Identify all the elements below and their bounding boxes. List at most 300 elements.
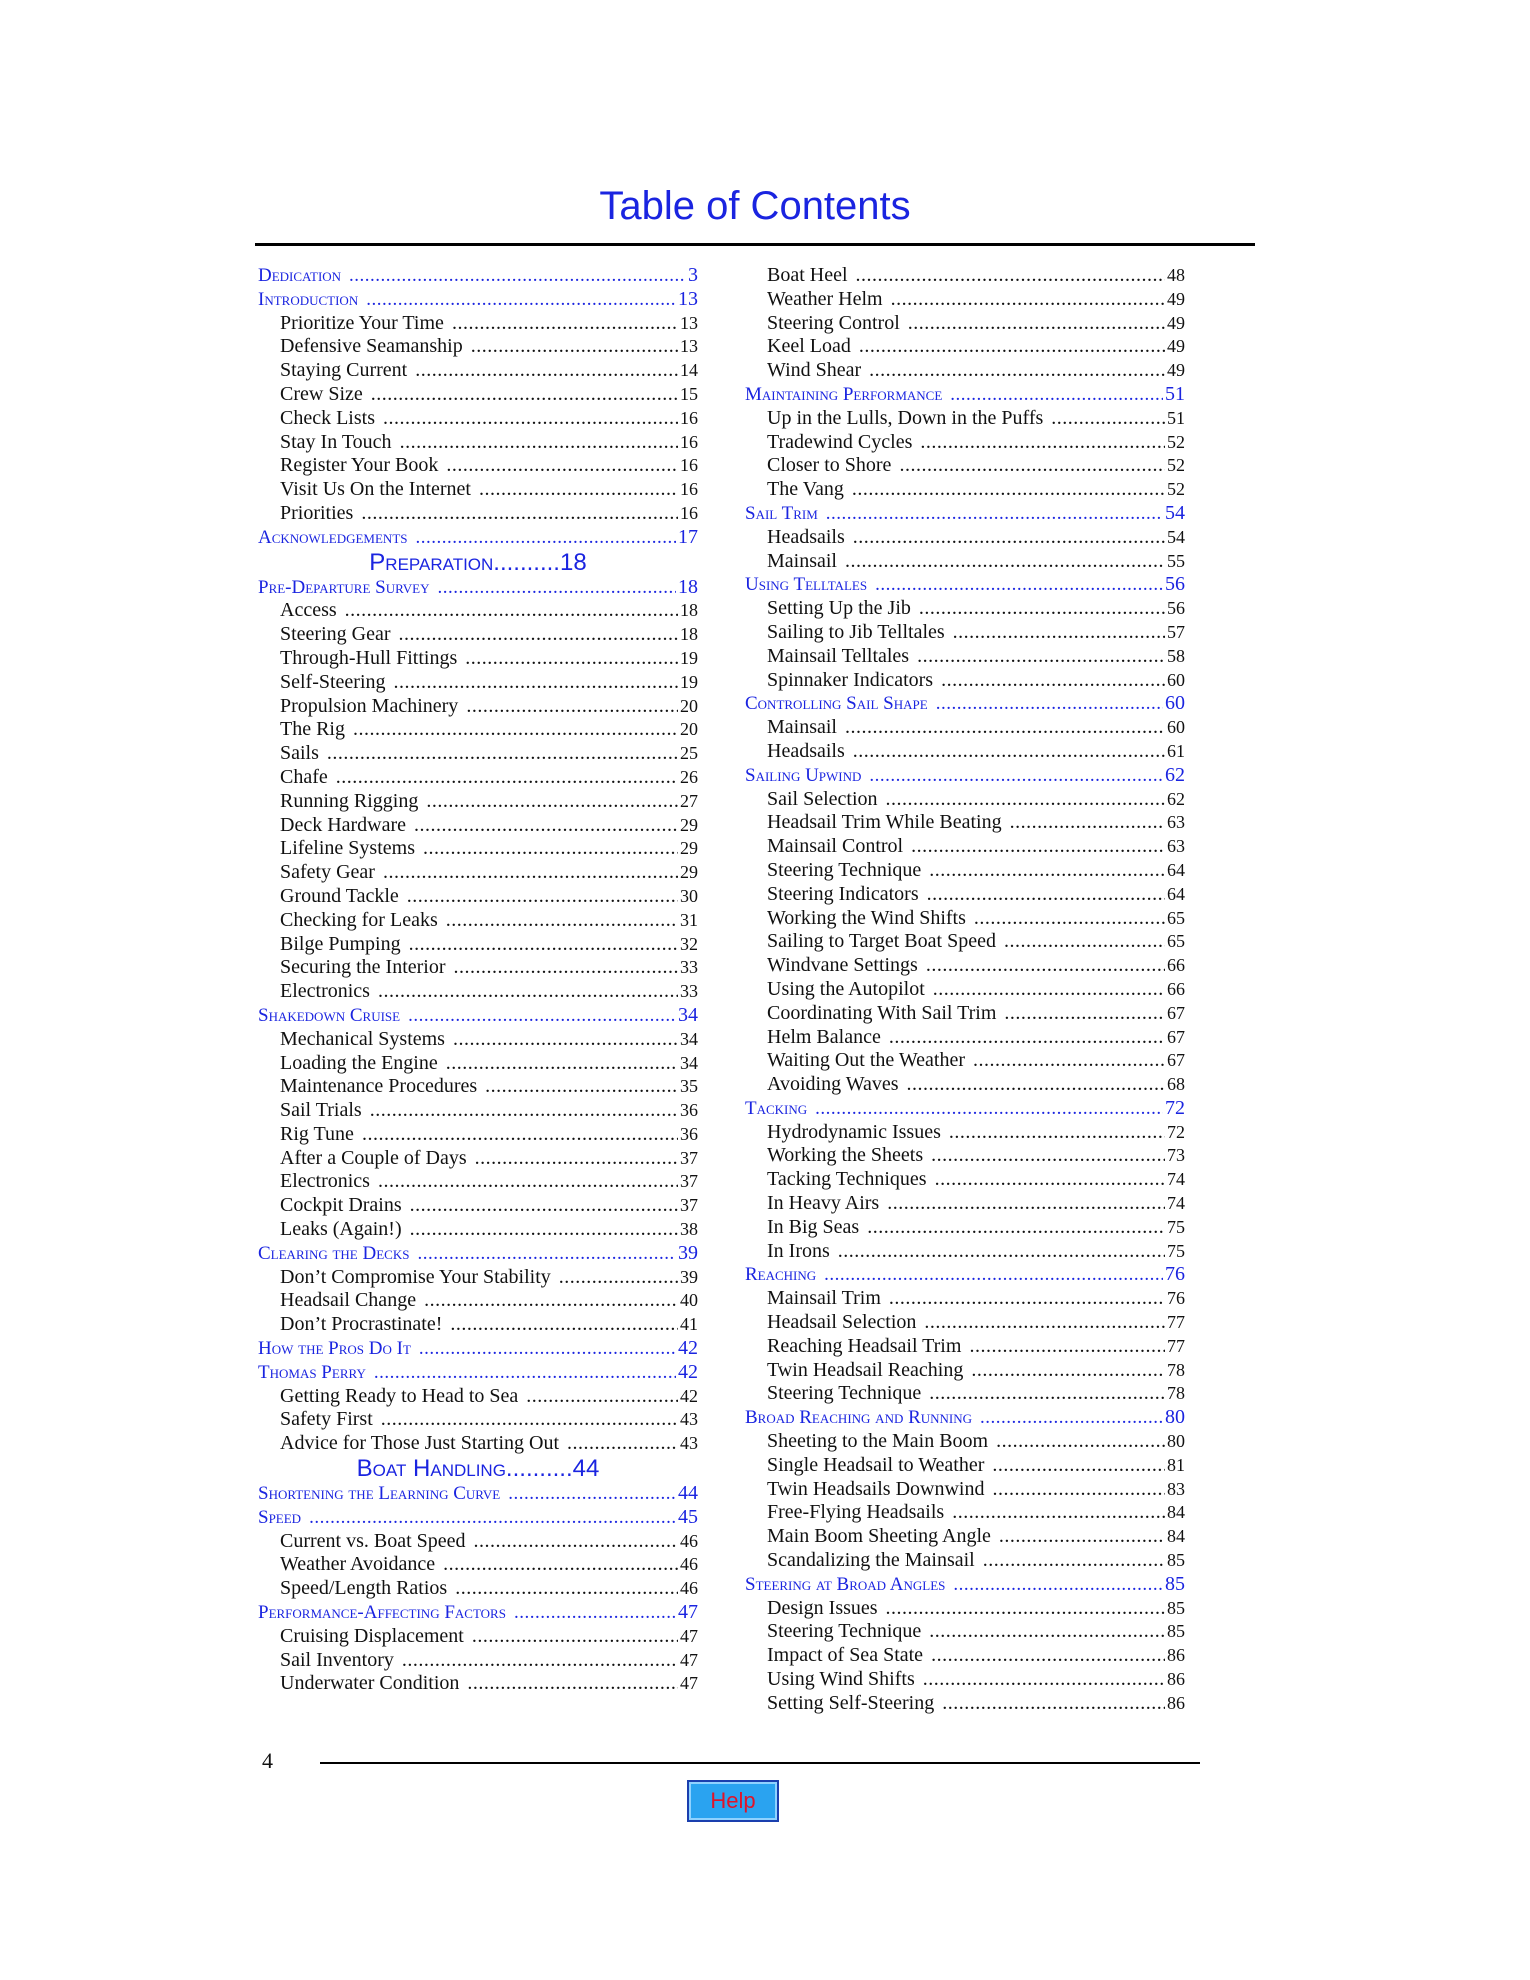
toc-page-number: 18 [680, 600, 698, 621]
toc-section-label: Acknowledgements [258, 526, 408, 548]
toc-entry-label: Working the Wind Shifts [767, 906, 966, 929]
toc-entry[interactable] [745, 335, 1185, 359]
toc-section[interactable] [745, 383, 1185, 407]
toc-section[interactable] [745, 502, 1185, 526]
toc-page-number: 27 [680, 790, 698, 811]
toc-entry[interactable] [745, 1668, 1185, 1692]
toc-entry[interactable] [258, 1028, 698, 1052]
toc-section[interactable] [258, 1482, 698, 1506]
toc-page-number: 38 [680, 1219, 698, 1240]
toc-entry-label: Staying Current [280, 359, 408, 382]
toc-section-label: Pre-Departure Survey [258, 576, 430, 598]
toc-page-number: 67 [1167, 1026, 1185, 1047]
toc-entry[interactable] [258, 1408, 698, 1432]
toc-page-number: 42 [680, 1385, 698, 1406]
toc-entry[interactable] [745, 811, 1185, 835]
toc-entry-label: Steering Control [767, 311, 900, 334]
toc-entry[interactable] [745, 1311, 1185, 1335]
toc-page-number: 86 [1167, 1669, 1185, 1690]
toc-entry[interactable] [745, 431, 1185, 455]
toc-entry[interactable] [745, 526, 1185, 550]
toc-page-number: 43 [680, 1409, 698, 1430]
toc-page-number: 45 [678, 1505, 698, 1528]
toc-entry[interactable] [258, 695, 698, 719]
toc-entry[interactable] [258, 956, 698, 980]
toc-section-label: How the Pros Do It [258, 1338, 411, 1360]
toc-page-number: 66 [1167, 955, 1185, 976]
dot-leader [891, 288, 1165, 312]
toc-entry[interactable] [258, 1266, 698, 1290]
toc-section[interactable] [258, 526, 698, 550]
toc-entry[interactable] [745, 621, 1185, 645]
toc-page-number: 35 [680, 1076, 698, 1097]
toc-entry[interactable] [258, 766, 698, 790]
toc-page-number: 65 [1167, 931, 1185, 952]
toc-page-number: 77 [1167, 1335, 1185, 1356]
toc-page-number: 14 [680, 360, 698, 381]
dot-leader [889, 1287, 1165, 1311]
dot-leader [1004, 930, 1165, 954]
dot-leader [936, 692, 1163, 716]
toc-entry[interactable] [745, 645, 1185, 669]
toc-part-label: Boat Handling..........44 [356, 1456, 600, 1483]
toc-entry[interactable] [258, 814, 698, 838]
toc-entry-label: Electronics [280, 980, 370, 1003]
toc-section-label: Steering at Broad Angles [745, 1573, 946, 1595]
toc-page-number: 37 [680, 1195, 698, 1216]
toc-entry-label: Twin Headsails Downwind [767, 1477, 985, 1500]
toc-entry[interactable] [745, 1644, 1185, 1668]
dot-leader [929, 1382, 1165, 1406]
toc-entry-label: Priorities [280, 501, 354, 524]
dot-leader [853, 740, 1165, 764]
toc-entry-label: Headsails [767, 739, 845, 762]
toc-page-number: 30 [680, 885, 698, 906]
dot-leader [450, 1313, 678, 1337]
toc-entry[interactable] [258, 312, 698, 336]
dot-leader [845, 550, 1165, 574]
dot-leader [446, 454, 678, 478]
toc-entry-label: Headsail Trim While Beating [767, 811, 1002, 834]
toc-entry-label: Weather Helm [767, 287, 883, 310]
toc-entry[interactable] [258, 407, 698, 431]
toc-entry[interactable] [258, 1170, 698, 1194]
toc-entry[interactable] [745, 1168, 1185, 1192]
toc-section[interactable] [258, 1601, 698, 1625]
dot-leader [415, 359, 678, 383]
toc-entry-label: Steering Technique [767, 858, 922, 881]
dot-leader [378, 1170, 678, 1194]
toc-entry[interactable] [745, 288, 1185, 312]
toc-page-number: 18 [680, 624, 698, 645]
toc-entry[interactable] [258, 1385, 698, 1409]
dot-leader [567, 1432, 678, 1456]
toc-entry-label: Headsail Selection [767, 1311, 917, 1334]
toc-part[interactable] [258, 1456, 698, 1482]
toc-entry[interactable] [745, 930, 1185, 954]
dot-leader [467, 1672, 678, 1696]
toc-page-number: 29 [680, 814, 698, 835]
toc-section[interactable] [258, 1337, 698, 1361]
toc-entry[interactable] [745, 740, 1185, 764]
toc-entry[interactable] [745, 597, 1185, 621]
toc-entry-label: Mainsail Trim [767, 1287, 881, 1310]
toc-entry[interactable] [258, 335, 698, 359]
dot-leader [362, 1123, 678, 1147]
dot-leader [381, 1408, 678, 1432]
toc-entry[interactable] [745, 1454, 1185, 1478]
toc-page-number: 29 [680, 862, 698, 883]
toc-entry[interactable] [745, 669, 1185, 693]
toc-entry[interactable] [745, 1359, 1185, 1383]
toc-section-label: Performance-Affecting Factors [258, 1602, 506, 1624]
toc-page-number: 13 [678, 287, 698, 310]
toc-entry[interactable] [258, 623, 698, 647]
toc-page-number: 76 [1165, 1263, 1185, 1286]
toc-section[interactable] [745, 764, 1185, 788]
toc-entry[interactable] [258, 1553, 698, 1577]
toc-entry[interactable] [258, 383, 698, 407]
dot-leader [514, 1601, 676, 1625]
toc-entry[interactable] [745, 954, 1185, 978]
toc-entry[interactable] [745, 1287, 1185, 1311]
toc-section[interactable] [258, 576, 698, 600]
dot-leader [443, 1553, 678, 1577]
toc-entry[interactable] [258, 1289, 698, 1313]
dot-leader [419, 1337, 676, 1361]
toc-entry[interactable] [258, 1672, 698, 1696]
toc-entry[interactable] [745, 478, 1185, 502]
toc-entry[interactable] [745, 1002, 1185, 1026]
toc-entry[interactable] [258, 478, 698, 502]
toc-page-number: 29 [680, 838, 698, 859]
toc-entry[interactable] [745, 1501, 1185, 1525]
dot-leader [992, 1454, 1165, 1478]
toc-entry-label: Sails [280, 742, 319, 765]
dot-leader [446, 909, 678, 933]
dot-leader [929, 1620, 1165, 1644]
dot-leader [559, 1266, 678, 1290]
toc-page-number: 54 [1167, 526, 1185, 547]
toc-entry[interactable] [258, 909, 698, 933]
toc-entry[interactable] [745, 1240, 1185, 1264]
toc-section[interactable] [258, 1506, 698, 1530]
toc-entry[interactable] [258, 1577, 698, 1601]
dot-leader [399, 623, 678, 647]
toc-page-number: 64 [1167, 883, 1185, 904]
toc-entry[interactable] [258, 1432, 698, 1456]
toc-page-number: 34 [680, 1028, 698, 1049]
toc-page-number: 54 [1165, 501, 1185, 524]
dot-leader [508, 1482, 676, 1506]
dot-leader [423, 837, 678, 861]
toc-entry[interactable] [258, 671, 698, 695]
toc-page-number: 40 [680, 1290, 698, 1311]
toc-entry[interactable] [745, 1121, 1185, 1145]
toc-page-number: 85 [1167, 1597, 1185, 1618]
dot-leader [475, 1147, 678, 1171]
toc-entry[interactable] [258, 718, 698, 742]
toc-page-number: 47 [678, 1601, 698, 1624]
dot-leader [416, 526, 677, 550]
toc-entry[interactable] [745, 907, 1185, 931]
toc-page-number: 47 [680, 1673, 698, 1694]
toc-section[interactable] [258, 1004, 698, 1028]
dot-leader [378, 980, 678, 1004]
toc-page-number: 63 [1167, 812, 1185, 833]
toc-entry-label: Closer to Shore [767, 454, 892, 477]
toc-entry[interactable] [258, 1075, 698, 1099]
dot-leader [465, 647, 678, 671]
toc-entry-label: Chafe [280, 765, 328, 788]
toc-page-number: 20 [680, 719, 698, 740]
toc-entry[interactable] [258, 1313, 698, 1337]
toc-entry[interactable] [745, 835, 1185, 859]
toc-entry[interactable] [258, 502, 698, 526]
toc-page-number: 74 [1167, 1193, 1185, 1214]
toc-page-number: 49 [1167, 312, 1185, 333]
toc-page-number: 75 [1167, 1216, 1185, 1237]
toc-entry[interactable] [745, 859, 1185, 883]
dot-leader [924, 1311, 1165, 1335]
toc-page-number: 42 [678, 1360, 698, 1383]
toc-entry[interactable] [258, 1625, 698, 1649]
toc-entry[interactable] [745, 1620, 1185, 1644]
dot-leader [402, 1649, 678, 1673]
toc-entry-label: Prioritize Your Time [280, 311, 444, 334]
toc-entry-label: Tacking Techniques [767, 1168, 927, 1191]
toc-entry-label: Sail Trials [280, 1099, 362, 1122]
toc-entry[interactable] [745, 454, 1185, 478]
toc-page-number: 85 [1167, 1550, 1185, 1571]
toc-section-label: Introduction [258, 288, 359, 310]
dot-leader [983, 1549, 1165, 1573]
toc-entry-label: Leaks (Again!) [280, 1218, 402, 1241]
toc-section[interactable] [258, 1361, 698, 1385]
toc-entry[interactable] [258, 1099, 698, 1123]
toc-page-number: 67 [1167, 1002, 1185, 1023]
dot-leader [931, 1144, 1165, 1168]
toc-page-number: 16 [680, 502, 698, 523]
toc-page-number: 20 [680, 695, 698, 716]
toc-page-number: 60 [1167, 717, 1185, 738]
dot-leader [474, 1530, 678, 1554]
toc-page-number: 3 [688, 264, 698, 286]
toc-entry[interactable] [258, 359, 698, 383]
toc-entry-label: Using the Autopilot [767, 977, 925, 1000]
toc-entry-label: Maintenance Procedures [280, 1075, 478, 1098]
toc-page-number: 47 [680, 1649, 698, 1670]
toc-entry-label: Helm Balance [767, 1025, 881, 1048]
toc-section-label: Shortening the Learning Curve [258, 1483, 501, 1505]
toc-entry[interactable] [745, 1525, 1185, 1549]
toc-section[interactable] [745, 1097, 1185, 1121]
dot-leader [867, 1216, 1165, 1240]
toc-entry[interactable] [745, 264, 1185, 288]
toc-entry-label: Coordinating With Sail Trim [767, 1001, 997, 1024]
toc-section[interactable] [258, 1242, 698, 1266]
toc-entry-label: Safety Gear [280, 861, 375, 884]
dot-leader [917, 645, 1165, 669]
toc-entry-label: Hydrodynamic Issues [767, 1120, 941, 1143]
help-button[interactable]: Help [687, 1780, 779, 1822]
toc-entry-label: Advice for Those Just Starting Out [280, 1432, 560, 1455]
dot-leader [309, 1506, 676, 1530]
dot-leader [383, 407, 678, 431]
toc-entry[interactable] [745, 1335, 1185, 1359]
toc-entry[interactable] [745, 1144, 1185, 1168]
toc-entry[interactable] [258, 861, 698, 885]
dot-leader [371, 383, 678, 407]
toc-entry-label: Steering Technique [767, 1382, 922, 1405]
dot-leader [409, 933, 678, 957]
toc-entry[interactable] [258, 1649, 698, 1673]
toc-entry-label: Ground Tackle [280, 884, 399, 907]
toc-page-number: 51 [1167, 407, 1185, 428]
toc-entry-label: Propulsion Machinery [280, 694, 459, 717]
dot-leader [1004, 1002, 1165, 1026]
dot-leader [941, 669, 1165, 693]
dot-leader [407, 885, 678, 909]
toc-entry[interactable] [745, 1597, 1185, 1621]
dot-leader [437, 576, 676, 600]
dot-leader [336, 766, 678, 790]
toc-entry[interactable] [745, 1192, 1185, 1216]
toc-entry[interactable] [258, 980, 698, 1004]
toc-page-number: 19 [680, 647, 698, 668]
toc-entry[interactable] [258, 1052, 698, 1076]
dot-leader [933, 978, 1165, 1002]
dot-leader [454, 956, 679, 980]
toc-entry[interactable] [745, 1549, 1185, 1573]
dot-leader [980, 1406, 1163, 1430]
toc-section[interactable] [258, 264, 698, 288]
toc-page-number: 32 [680, 933, 698, 954]
toc-entry[interactable] [258, 1147, 698, 1171]
toc-part[interactable] [258, 550, 698, 576]
toc-entry[interactable] [745, 1049, 1185, 1073]
toc-entry-label: The Vang [767, 478, 844, 501]
toc-entry[interactable] [258, 837, 698, 861]
toc-entry[interactable] [745, 1216, 1185, 1240]
toc-page-number: 55 [1167, 550, 1185, 571]
toc-entry-label: Register Your Book [280, 454, 439, 477]
toc-entry-label: Up in the Lulls, Down in the Puffs [767, 406, 1044, 429]
dot-leader [408, 1004, 676, 1028]
toc-section[interactable] [745, 1263, 1185, 1287]
dot-leader [875, 573, 1163, 597]
toc-entry[interactable] [258, 431, 698, 455]
toc-section-label: Sailing Upwind [745, 764, 862, 786]
toc-entry[interactable] [745, 550, 1185, 574]
toc-entry-label: Checking for Leaks [280, 908, 438, 931]
toc-page-number: 72 [1165, 1096, 1185, 1119]
toc-page-number: 13 [680, 336, 698, 357]
toc-entry[interactable] [258, 1194, 698, 1218]
dot-leader [886, 1597, 1165, 1621]
toc-entry-label: Scandalizing the Mainsail [767, 1549, 975, 1572]
toc-entry-label: Single Headsail to Weather [767, 1453, 985, 1476]
toc-entry-label: Through-Hull Fittings [280, 646, 458, 669]
toc-entry[interactable] [745, 1382, 1185, 1406]
toc-entry-label: Design Issues [767, 1596, 878, 1619]
dot-leader [845, 716, 1165, 740]
toc-page-number: 86 [1167, 1692, 1185, 1713]
dot-leader [327, 742, 678, 766]
toc-entry[interactable] [258, 454, 698, 478]
toc-entry[interactable] [745, 788, 1185, 812]
toc-left-column [258, 264, 698, 1696]
toc-entry[interactable] [258, 790, 698, 814]
toc-page-number: 36 [680, 1100, 698, 1121]
toc-page-number: 49 [1167, 288, 1185, 309]
toc-section[interactable] [258, 288, 698, 312]
toc-entry[interactable] [745, 359, 1185, 383]
toc-section[interactable] [745, 1573, 1185, 1597]
toc-entry[interactable] [258, 742, 698, 766]
toc-section[interactable] [745, 573, 1185, 597]
toc-entry[interactable] [258, 599, 698, 623]
toc-entry-label: In Heavy Airs [767, 1192, 880, 1215]
toc-page-number: 62 [1167, 788, 1185, 809]
toc-entry[interactable] [258, 1218, 698, 1242]
toc-page-number: 78 [1167, 1383, 1185, 1404]
dot-leader [911, 835, 1165, 859]
toc-entry-label: Cruising Displacement [280, 1624, 464, 1647]
toc-entry[interactable] [745, 1692, 1185, 1716]
toc-page-number: 84 [1167, 1502, 1185, 1523]
toc-section[interactable] [745, 692, 1185, 716]
dot-leader [838, 1240, 1165, 1264]
footer-divider [320, 1762, 1200, 1764]
toc-entry[interactable] [258, 1123, 698, 1147]
toc-entry[interactable] [745, 1073, 1185, 1097]
toc-entry-label: Headsail Change [280, 1289, 417, 1312]
toc-entry[interactable] [258, 1530, 698, 1554]
toc-entry[interactable] [258, 885, 698, 909]
dot-leader [479, 478, 678, 502]
toc-entry[interactable] [258, 647, 698, 671]
dot-leader [969, 1335, 1165, 1359]
toc-page-number: 39 [678, 1241, 698, 1264]
toc-entry[interactable] [258, 933, 698, 957]
toc-entry-label: Mainsail Telltales [767, 644, 910, 667]
toc-page-number: 42 [678, 1337, 698, 1360]
dot-leader [394, 671, 678, 695]
toc-entry[interactable] [745, 883, 1185, 907]
dot-leader [931, 1644, 1165, 1668]
toc-page-number: 52 [1167, 455, 1185, 476]
toc-entry[interactable] [745, 716, 1185, 740]
toc-entry[interactable] [745, 1026, 1185, 1050]
toc-entry[interactable] [745, 978, 1185, 1002]
toc-entry-label: Sailing to Jib Telltales [767, 620, 945, 643]
toc-entry[interactable] [745, 1478, 1185, 1502]
toc-section-label: Using Telltales [745, 574, 868, 596]
toc-entry-label: Mainsail [767, 549, 837, 572]
toc-entry-label: Impact of Sea State [767, 1644, 924, 1667]
toc-page-number: 85 [1167, 1621, 1185, 1642]
toc-section[interactable] [745, 1406, 1185, 1430]
toc-entry[interactable] [745, 312, 1185, 336]
toc-page-number: 76 [1167, 1288, 1185, 1309]
toc-page-number: 43 [680, 1433, 698, 1454]
toc-entry[interactable] [745, 1430, 1185, 1454]
toc-page-number: 16 [680, 455, 698, 476]
dot-leader [899, 454, 1165, 478]
toc-page-number: 46 [680, 1578, 698, 1599]
toc-entry[interactable] [745, 407, 1185, 431]
